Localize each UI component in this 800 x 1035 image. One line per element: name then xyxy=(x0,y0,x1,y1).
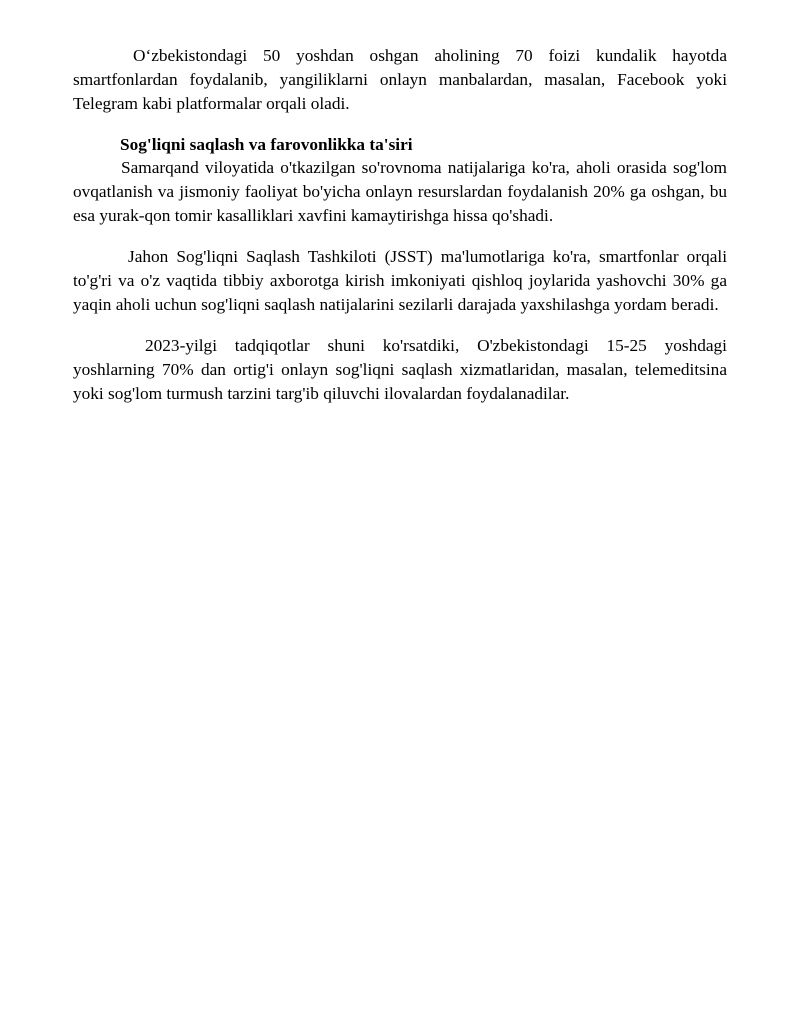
paragraph-2023-research: 2023-yilgi tadqiqotlar shuni ko'rsatdiki, O'zbekistondagi 15-25 yoshdagi yoshlarning 70% dan ortig'i onlayn sog'liqni saqlash xizmatlaridan, masalan, telemeditsina yoki sog'lom turmush tarzini targ'ib qiluvchi ilovalardan foydalanadilar. xyxy=(73,336,727,403)
document-body xyxy=(73,44,727,406)
section-heading: Sog'liqni saqlash va farovonlikka ta'siri xyxy=(120,135,413,154)
paragraph-jsst-data: Jahon Sog'liqni Saqlash Tashkiloti (JSST) ma'lumotlariga ko'ra, smartfonlar orqali to'g'ri va o'z vaqtida tibbiy axborotga kirish imkoniyati qishloq joylarida yashovchi 30% ga yaqin aholi uchun sog'liqni saqlash natijalarini sezilarli darajada yaxshilashga yordam beradi. xyxy=(73,247,727,314)
paragraph-intro: O‘zbekistondagi 50 yoshdan oshgan aholining 70 foizi kundalik hayotda smartfonlardan foydalanib, yangiliklarni onlayn manbalardan, masalan, Facebook yoki Telegram kabi platformalar orqali oladi. xyxy=(73,46,727,113)
paragraph-samarqand-survey: Samarqand viloyatida o'tkazilgan so'rovnoma natijalariga ko'ra, aholi orasida sog'lom ovqatlanish va jismoniy faoliyat bo'yicha onlayn resurslardan foydalanish 20% ga oshgan, bu esa yurak-qon tomir kasalliklari xavfini kamaytirishga hissa qo'shadi. xyxy=(73,158,727,225)
